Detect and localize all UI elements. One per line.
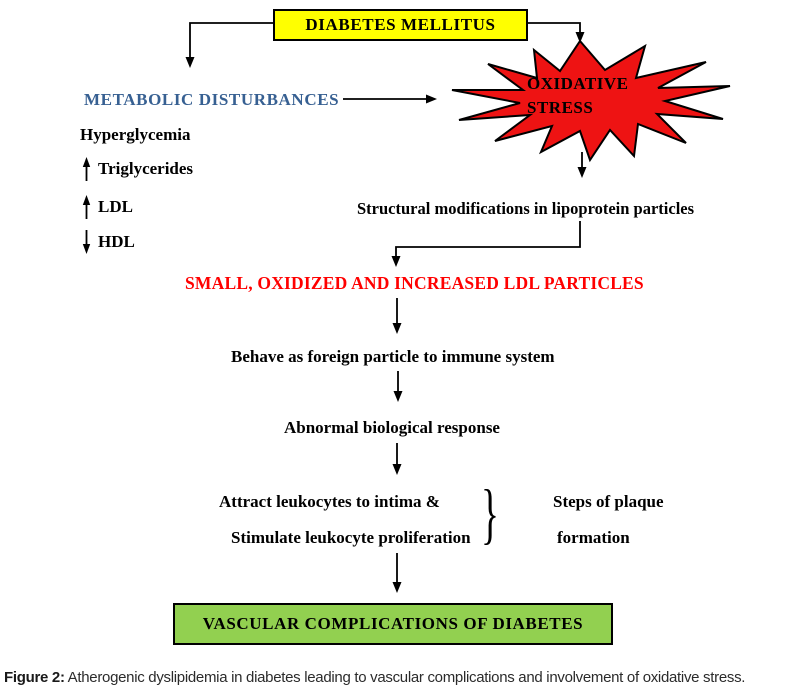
triglycerides-label: Triglycerides (98, 159, 194, 178)
connector-diabetes-to-metabolic (190, 23, 273, 58)
diabetes-mellitus-node: DIABETES MELLITUS (273, 9, 528, 41)
hyperglycemia-label: Hyperglycemia (80, 125, 191, 144)
figure-caption-text: Atherogenic dyslipidemia in diabetes leading to vascular complications and involvement of oxidative stress. (64, 669, 746, 686)
list-item-hyperglycemia (80, 125, 190, 145)
figure-caption-prefix: Figure 2: (4, 669, 65, 686)
structural-modifications-node: Structural modifications in lipoprotein particles (357, 199, 695, 218)
abnormal-biological-response-node: Abnormal biological response (284, 418, 500, 437)
attract-leukocytes-node: Attract leukocytes to intima & (219, 492, 440, 511)
metabolic-disturbances-heading: METABOLIC DISTURBANCES (84, 90, 340, 109)
oxidative-stress-line1: OXIDATIVE (527, 74, 629, 93)
down-arrow-icon (80, 229, 93, 255)
list-item-hdl (80, 229, 135, 255)
connector-structural-to-small-ldl (396, 221, 580, 257)
list-item-ldl (80, 194, 133, 220)
ldl-label: LDL (98, 197, 133, 216)
steps-of-plaque-label-line2: formation (557, 528, 630, 547)
vascular-complications-node: VASCULAR COMPLICATIONS OF DIABETES (173, 603, 613, 645)
figure-caption (4, 668, 745, 688)
up-arrow-icon (80, 194, 93, 220)
steps-of-plaque-label-line1: Steps of plaque (553, 492, 664, 511)
plaque-steps-brace: } (481, 475, 499, 551)
behave-foreign-particle-node: Behave as foreign particle to immune system (231, 347, 555, 366)
up-arrow-icon (80, 156, 93, 182)
small-oxidized-ldl-node: SMALL, OXIDIZED AND INCREASED LDL PARTICLES (185, 273, 644, 293)
list-item-triglycerides (80, 156, 193, 182)
oxidative-stress-line2: STRESS (527, 98, 594, 117)
connector-diabetes-to-oxidative (528, 23, 580, 33)
stimulate-leukocyte-node: Stimulate leukocyte proliferation (231, 528, 471, 547)
hdl-label: HDL (98, 232, 135, 251)
oxidative-stress-label (527, 72, 628, 120)
